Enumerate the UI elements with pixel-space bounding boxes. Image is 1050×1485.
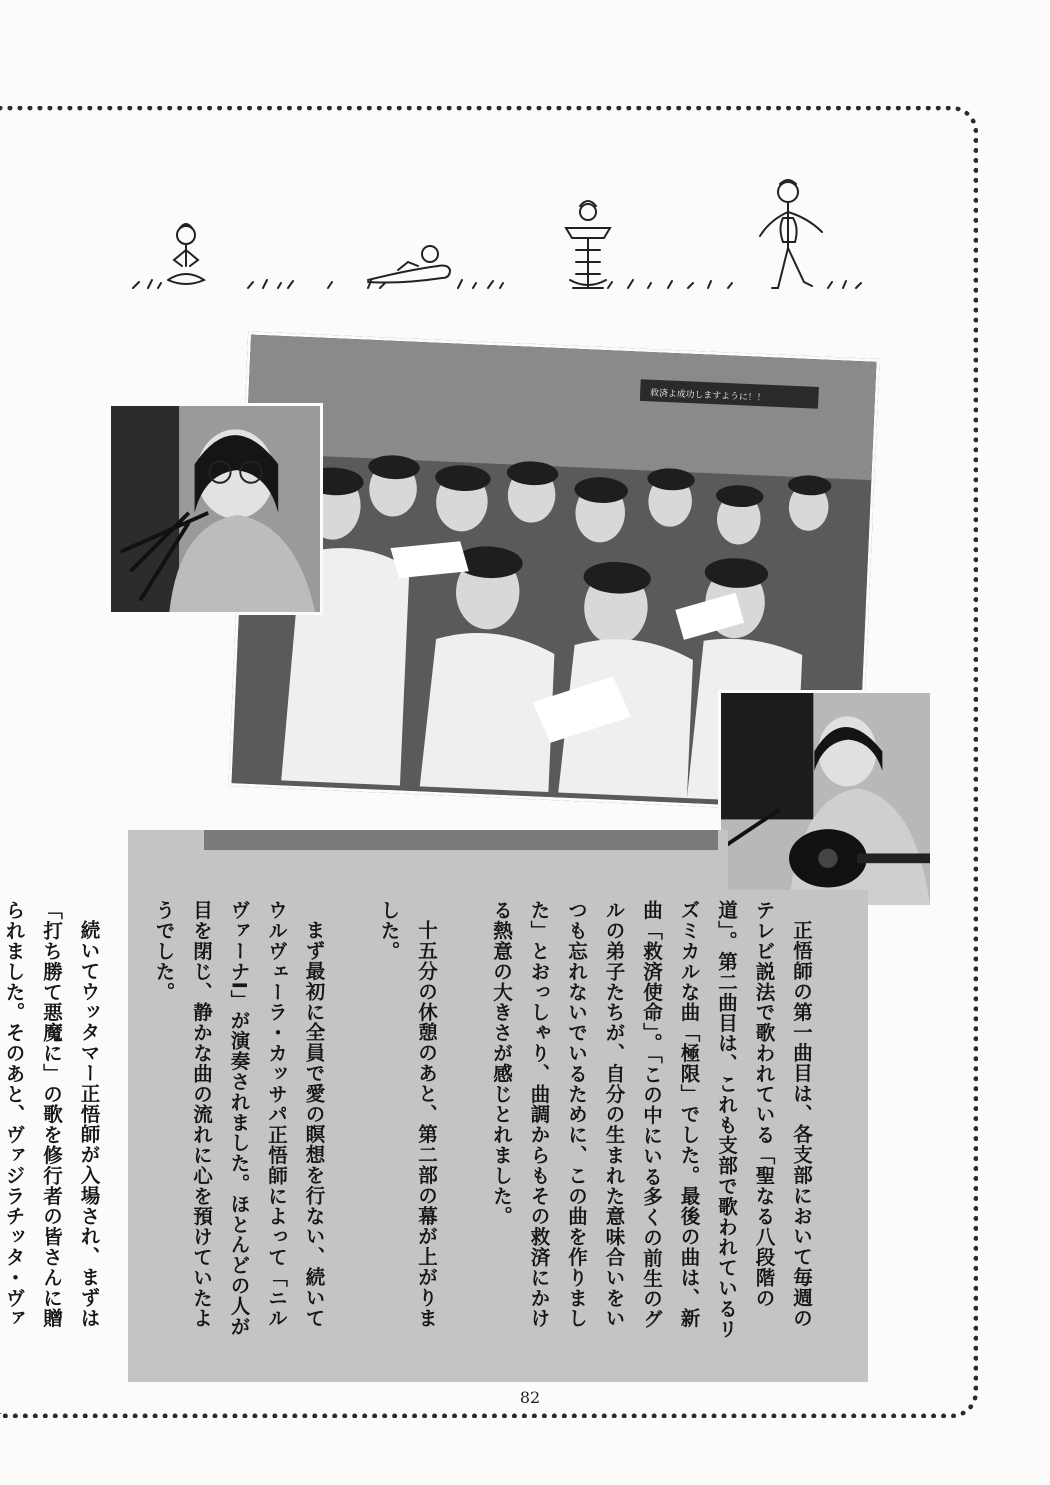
walking-figure-doodle	[760, 180, 822, 288]
article-paragraph-3: まず最初に全員で愛の瞑想を行ない、続いてウルヴェーラ・カッサパ正悟師によって「ニルヴァーナI」が演奏されました。ほとんどの人が目を閉じ、静かな曲の流れに心を預けていたようでした。	[152, 900, 326, 1337]
article-paragraph-1: 正悟師の第一曲目は、各支部において毎週のテレビ説法で歌われている「聖なる八段階の道」。第二曲目は、これも支部で歌われているリズミカルな曲「極限」でした。最後の曲は、新曲「救済使命」。「この中にいる多くの前生のグルの弟子たちが、自分の生まれた意味合いをいつも忘れないでいるために、この曲を作りました」とおっしゃり、曲調からもその救済にかける熱意の大きさが感じとれました。	[490, 900, 813, 1340]
article-paragraph-2: 十五分の休憩のあと、第二部の幕が上がりました。	[377, 900, 438, 1328]
article-header-stripe	[204, 830, 718, 850]
guitarist-photo	[718, 690, 933, 908]
page-number: 82	[519, 1388, 541, 1407]
article-body	[2, 900, 820, 1340]
banner-text: 救済よ成功しますように！！	[649, 388, 766, 404]
doodle-illustrations	[128, 170, 868, 310]
meditating-figure-doodle	[168, 224, 204, 284]
article-paragraph-4: 続いてウッタマー正悟師が入場され、まずは「打ち勝て悪魔に」の歌を修行者の皆さんに贈られました。そのあと、ヴァジラチッタ・ヴァ	[2, 900, 101, 1329]
music-stand-figure-doodle	[566, 201, 610, 288]
lying-figure-doodle	[368, 246, 450, 283]
singer-photo	[108, 403, 323, 615]
